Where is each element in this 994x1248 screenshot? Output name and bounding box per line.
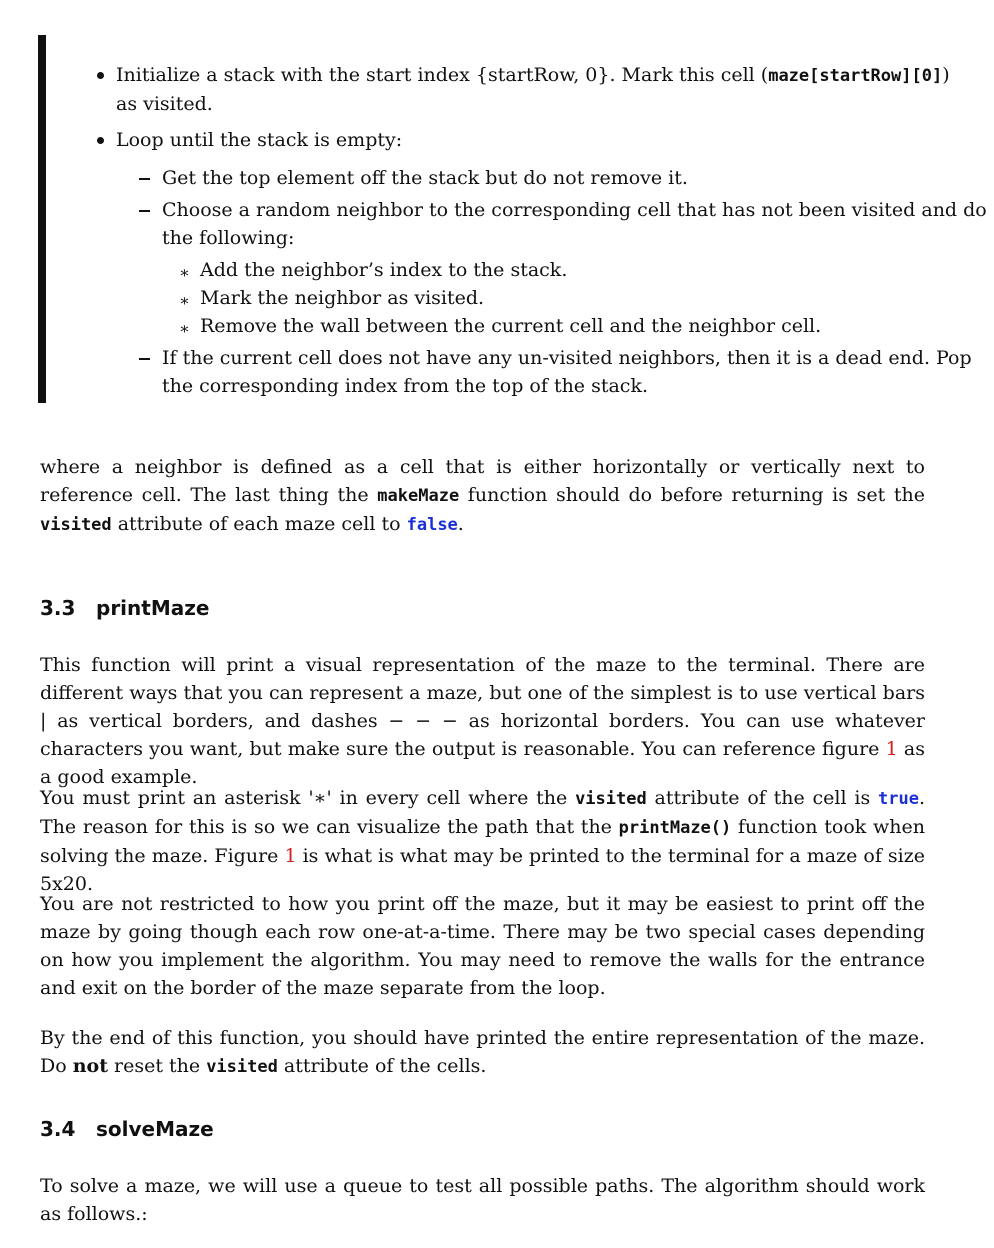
text: as a good example. bbox=[40, 738, 925, 788]
choose-line1: Choose a random neighbor to the corresponding cell that has not been visited and do bbox=[162, 199, 987, 221]
bullet-icon bbox=[97, 137, 104, 144]
text: You must print an asterisk '∗' in every cell where the bbox=[40, 787, 576, 809]
code-visited: visited bbox=[575, 789, 647, 809]
sub-sub-item-mark: Mark the neighbor as visited. bbox=[200, 287, 485, 309]
asterisk-icon: ∗ bbox=[179, 319, 190, 338]
text: . bbox=[457, 513, 464, 535]
figure-ref-link[interactable]: 1 bbox=[284, 845, 297, 867]
init-text-end: ) bbox=[942, 64, 950, 86]
init-text-line2: as visited. bbox=[116, 93, 213, 115]
code-visited: visited bbox=[40, 515, 112, 535]
bold-not: not bbox=[72, 1055, 108, 1077]
sub-sub-item-remove: Remove the wall between the current cell and the neighbor cell. bbox=[200, 315, 822, 337]
change-bar bbox=[38, 35, 46, 403]
code-makemaze: makeMaze bbox=[377, 486, 460, 506]
sub-item-choose bbox=[162, 196, 987, 252]
text: function took when solving the maze. Figure bbox=[40, 816, 925, 867]
section-title: printMaze bbox=[96, 596, 210, 620]
text: attribute of each maze cell to bbox=[111, 513, 407, 535]
section-title: solveMaze bbox=[96, 1117, 214, 1141]
text: . The reason for this is so we can visualize the path that the bbox=[40, 787, 925, 838]
figure-ref-link[interactable]: 1 bbox=[885, 738, 898, 760]
text: is what is what may be printed to the terminal for a maze of size 5x20. bbox=[40, 845, 925, 895]
deadend-line2: the corresponding index from the top of the stack. bbox=[162, 375, 649, 397]
section-heading-printmaze bbox=[40, 595, 209, 621]
deadend-line1: If the current cell does not have any un-visited neighbors, then it is a dead end. Pop bbox=[162, 347, 972, 369]
text: attribute of the cell is bbox=[646, 787, 878, 809]
sub-item-deadend bbox=[162, 344, 972, 400]
sub-sub-item-add: Add the neighbor’s index to the stack. bbox=[200, 259, 568, 281]
text: attribute of the cells. bbox=[277, 1055, 487, 1077]
section-number: 3.4 bbox=[40, 1117, 76, 1141]
paragraph-asterisk bbox=[40, 784, 925, 898]
asterisk-icon: ∗ bbox=[179, 263, 190, 282]
init-text: Initialize a stack with the start index {startRow, 0}. Mark this cell ( bbox=[116, 64, 769, 86]
text: By the end of this function, you should have printed the entire representation of the maze. Do bbox=[40, 1027, 925, 1077]
choose-line2: the following: bbox=[162, 227, 295, 249]
list-item-loop: Loop until the stack is empty: bbox=[116, 129, 403, 151]
text: reset the bbox=[107, 1055, 207, 1077]
dash-icon bbox=[139, 178, 150, 180]
bullet-icon bbox=[97, 72, 104, 79]
list-item-init bbox=[116, 61, 950, 118]
paragraph-solve-intro: To solve a maze, we will use a queue to test all possible paths. The algorithm should work as follows.: bbox=[40, 1175, 925, 1225]
sub-item-top: Get the top element off the stack but do not remove it. bbox=[162, 167, 688, 189]
paragraph-print-intro bbox=[40, 651, 925, 791]
dash-icon bbox=[139, 358, 150, 360]
code-visited: visited bbox=[206, 1057, 278, 1077]
text: This function will print a visual representation of the maze to the terminal. There are different ways that you can represent a maze, but one of the simplest is to use vertical bars | as vertical borders, and dashes − − − as horizontal borders. You can use whatever characters you want, but make sure the output is reasonable. You can reference figure bbox=[40, 654, 925, 760]
init-code: maze[startRow][0] bbox=[768, 66, 943, 86]
section-number: 3.3 bbox=[40, 596, 76, 620]
paragraph-neighbor-definition bbox=[40, 453, 925, 539]
text: where a neighbor is defined as a cell that is either horizontally or vertically next to reference cell. The last thing the bbox=[40, 456, 925, 506]
asterisk-icon: ∗ bbox=[179, 291, 190, 310]
code-true: true bbox=[878, 789, 919, 809]
code-printmaze: printMaze() bbox=[618, 818, 732, 838]
text: function should do before returning is set the bbox=[459, 484, 925, 506]
section-heading-solvemaze bbox=[40, 1116, 214, 1142]
dash-icon bbox=[139, 210, 150, 212]
code-false: false bbox=[406, 515, 458, 535]
paragraph-print-approach: You are not restricted to how you print off the maze, but it may be easiest to print off the maze by going though each row one-at-a-time. There may be two special cases depending on how you implement the algorithm. You may need to remove the walls for the entrance and exit on the border of the maze separate from the loop. bbox=[40, 893, 925, 999]
paragraph-print-end bbox=[40, 1024, 925, 1081]
